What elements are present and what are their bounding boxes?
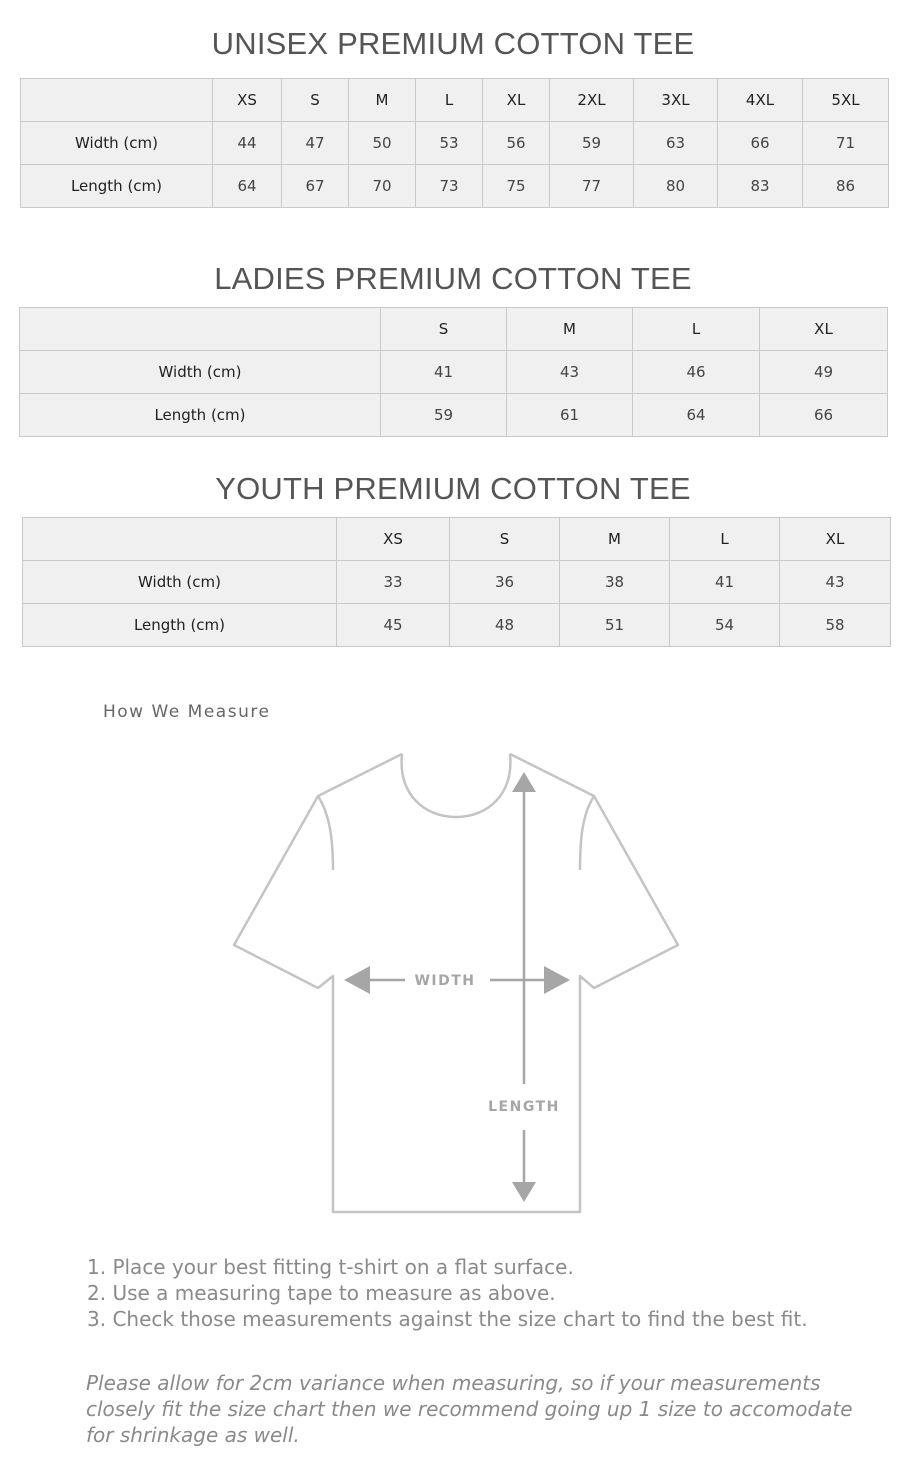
table-row xyxy=(20,394,888,437)
measurement-cell: 80 xyxy=(634,165,718,208)
table-row xyxy=(23,604,891,647)
measurement-cell: 50 xyxy=(349,122,416,165)
row-label-cell: Width (cm) xyxy=(20,351,381,394)
measurement-cell: 49 xyxy=(760,351,888,394)
ladies-size-table xyxy=(19,307,888,437)
table-row xyxy=(21,165,889,208)
youth-title: YOUTH PREMIUM COTTON TEE xyxy=(215,471,691,506)
table-row xyxy=(23,561,891,604)
measurement-cell: 64 xyxy=(213,165,282,208)
unisex-header-row xyxy=(21,79,889,122)
measurement-cell: 56 xyxy=(483,122,550,165)
size-header-cell: 4XL xyxy=(718,79,803,122)
tshirt-measure-diagram xyxy=(0,740,906,1230)
measurement-cell: 47 xyxy=(282,122,349,165)
measurement-cell: 54 xyxy=(670,604,780,647)
instruction-step: 1. Place your best fitting t-shirt on a flat surface. xyxy=(87,1255,574,1279)
measurement-cell: 75 xyxy=(483,165,550,208)
size-header-cell: XL xyxy=(483,79,550,122)
unisex-title: UNISEX PREMIUM COTTON TEE xyxy=(211,26,695,61)
measurement-cell: 67 xyxy=(282,165,349,208)
instruction-step: 3. Check those measurements against the size chart to find the best fit. xyxy=(87,1307,808,1331)
measurement-cell: 38 xyxy=(560,561,670,604)
measuring-instructions xyxy=(87,1254,808,1332)
size-header-cell: 5XL xyxy=(803,79,889,122)
measurement-cell: 43 xyxy=(507,351,633,394)
size-header-cell: L xyxy=(670,518,780,561)
measurement-cell: 43 xyxy=(780,561,891,604)
size-header-cell: S xyxy=(450,518,560,561)
measurement-cell: 83 xyxy=(718,165,803,208)
measurement-cell: 51 xyxy=(560,604,670,647)
youth-header-row xyxy=(23,518,891,561)
measurement-cell: 41 xyxy=(670,561,780,604)
measurement-cell: 66 xyxy=(718,122,803,165)
size-header-cell: 2XL xyxy=(550,79,634,122)
measurement-cell: 53 xyxy=(416,122,483,165)
width-label: WIDTH xyxy=(414,973,476,989)
instruction-step: 2. Use a measuring tape to measure as above. xyxy=(87,1281,556,1305)
measurement-cell: 33 xyxy=(337,561,450,604)
ladies-title: LADIES PREMIUM COTTON TEE xyxy=(214,261,692,296)
measurement-cell: 44 xyxy=(213,122,282,165)
measurement-cell: 73 xyxy=(416,165,483,208)
length-label: LENGTH xyxy=(488,1099,560,1115)
variance-note: Please allow for 2cm variance when measuring, so if your measurements closely fit the size chart then we recommend going up 1 size to accomodate for shrinkage as well. xyxy=(86,1371,853,1447)
measurement-cell: 66 xyxy=(760,394,888,437)
youth-size-table xyxy=(22,517,891,647)
size-header-cell: S xyxy=(282,79,349,122)
measurement-cell: 64 xyxy=(633,394,760,437)
size-header-cell: M xyxy=(560,518,670,561)
size-header-cell: S xyxy=(381,308,507,351)
row-label-cell: Length (cm) xyxy=(20,394,381,437)
measurement-cell: 59 xyxy=(381,394,507,437)
unisex-size-table xyxy=(20,78,889,208)
size-header-cell: M xyxy=(507,308,633,351)
size-header-cell: 3XL xyxy=(634,79,718,122)
measurement-cell: 41 xyxy=(381,351,507,394)
size-header-cell: XS xyxy=(213,79,282,122)
table-row xyxy=(20,351,888,394)
size-header-cell: XL xyxy=(780,518,891,561)
measurement-cell: 46 xyxy=(633,351,760,394)
row-label-cell: Length (cm) xyxy=(23,604,337,647)
how-we-measure-heading: How We Measure xyxy=(103,702,271,722)
measurement-cell: 48 xyxy=(450,604,560,647)
header-corner-cell xyxy=(23,518,337,561)
measurement-cell: 36 xyxy=(450,561,560,604)
header-corner-cell xyxy=(20,308,381,351)
size-header-cell: L xyxy=(416,79,483,122)
measurement-cell: 58 xyxy=(780,604,891,647)
row-label-cell: Width (cm) xyxy=(23,561,337,604)
size-header-cell: XL xyxy=(760,308,888,351)
size-header-cell: XS xyxy=(337,518,450,561)
length-arrow xyxy=(512,772,536,1202)
header-corner-cell xyxy=(21,79,213,122)
row-label-cell: Length (cm) xyxy=(21,165,213,208)
measurement-cell: 61 xyxy=(507,394,633,437)
measurement-cell: 45 xyxy=(337,604,450,647)
size-header-cell: L xyxy=(633,308,760,351)
measurement-cell: 70 xyxy=(349,165,416,208)
measurement-cell: 63 xyxy=(634,122,718,165)
measurement-cell: 86 xyxy=(803,165,889,208)
measurement-cell: 71 xyxy=(803,122,889,165)
measurement-cell: 59 xyxy=(550,122,634,165)
row-label-cell: Width (cm) xyxy=(21,122,213,165)
measurement-cell: 77 xyxy=(550,165,634,208)
ladies-header-row xyxy=(20,308,888,351)
table-row xyxy=(21,122,889,165)
size-header-cell: M xyxy=(349,79,416,122)
